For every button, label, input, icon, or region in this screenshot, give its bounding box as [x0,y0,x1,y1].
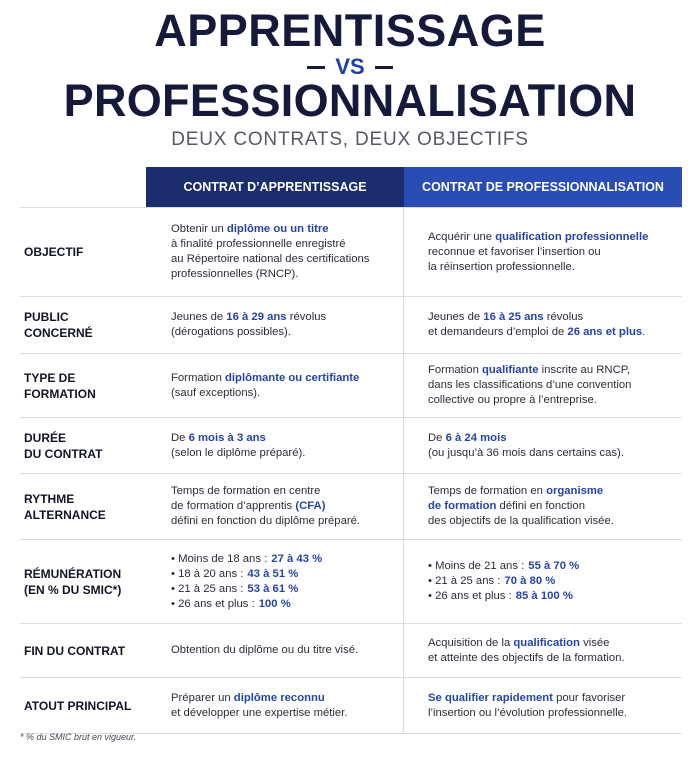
list-key: • 26 ans et plus : [171,597,255,610]
cell-apprentissage [146,354,404,417]
vs-label: VS [335,54,365,79]
title-apprentissage: APPRENTISSAGE [154,5,546,56]
text: défini en fonction [496,500,585,512]
header-spacer [20,167,146,207]
row-label-text: ALTERNANCE [24,507,106,522]
text: Jeunes de [428,311,484,323]
cell-line: l’insertion ou l’évolution professionnelle. [428,706,628,719]
cell-line [428,499,676,514]
row-label-text: PUBLIC [24,310,69,324]
highlight-text: de formation [428,500,497,512]
vs-line-left [307,66,325,69]
text: Acquisition de la [428,636,514,649]
cell-apprentissage [146,474,404,539]
list-key: • 18 à 20 ans : [171,567,244,580]
highlight-text: Se qualifier rapidement [428,691,553,704]
row-label-text: DU CONTRAT [24,446,103,461]
row-label [20,678,146,733]
cell-line [428,636,676,651]
list-key: • Moins de 21 ans : [428,560,525,572]
list-key: • 21 à 25 ans : [171,582,244,595]
table-header [20,167,682,207]
highlight-text: diplôme reconnu [233,691,325,704]
text: Temps de formation en [428,485,547,497]
cell-apprentissage [146,624,404,677]
highlight-text: diplôme ou un titre [226,223,329,235]
text: Préparer un [171,691,234,704]
comparison-table [20,167,682,734]
cell-line: la réinsertion professionnelle. [428,260,575,273]
cell-apprentissage [146,208,404,296]
highlight-text: 26 ans et plus [567,326,643,338]
cell-line: à finalité professionnelle enregistré [171,238,346,250]
row-label-text: CONCERNÉ [24,326,93,340]
cell-professionnalisation [404,474,682,539]
row-label [20,624,146,677]
cell-line [428,325,676,340]
row-label-text: DURÉE [24,430,67,445]
cell-professionnalisation [404,540,682,623]
cell-line: Temps de formation en centre [171,485,321,497]
cell-line: collective ou propre à l’entreprise. [428,394,597,406]
table-row-objectif [20,207,682,297]
table-row-rythme [20,474,682,540]
cell-line: (ou jusqu’à 36 mois dans certains cas). [428,446,624,459]
list-value: 55 à 70 % [528,560,580,572]
text: De [171,431,189,444]
row-label [20,418,146,473]
row-label [20,474,146,539]
text: de formation d’apprentis [171,500,296,512]
table-row-type-formation [20,354,682,418]
cell-line: au Répertoire national des certifications [171,253,370,265]
highlight-text: 16 à 25 ans [483,311,544,323]
row-label-text: FIN DU CONTRAT [24,643,126,658]
highlight-text: qualification [513,636,580,649]
table-row-duree [20,418,682,474]
cell-line [171,499,397,514]
text: et demandeurs d’emploi de [428,326,568,338]
subtitle: DEUX CONTRATS, DEUX OBJECTIFS [171,129,529,150]
row-label [20,540,146,623]
row-label-text: RÉMUNÉRATION [24,566,122,581]
list-item [428,559,676,574]
list-value: 53 à 61 % [247,582,299,595]
cell-professionnalisation [404,624,682,677]
cell-line: (dérogations possibles). [171,326,291,338]
highlight-text: qualification professionnelle [495,230,649,243]
cell-line [428,363,676,378]
text: De [428,431,446,444]
title-professionnalisation: PROFESSIONNALISATION [63,75,637,126]
row-label [20,208,146,296]
table-row-public [20,297,682,354]
list-item [428,574,676,589]
cell-line: dans les classifications d’une convention [428,379,632,391]
cell-line: Obtention du diplôme ou du titre visé. [171,644,359,656]
highlight-text: 6 mois à 3 ans [188,431,266,444]
cell-line [171,310,397,325]
cell-apprentissage [146,678,404,733]
list-item [171,552,397,567]
vs-line-right [375,66,393,69]
cell-line: professionnelles (RNCP). [171,268,299,280]
table-row-atout [20,678,682,734]
highlight-text: diplômante ou certifiante [225,371,360,384]
list-item [171,582,397,597]
list-value: 70 à 80 % [504,575,556,587]
text: . [642,326,646,338]
row-label [20,297,146,353]
text: pour favoriser [552,691,626,704]
cell-apprentissage [146,297,404,353]
text: visée [579,636,610,649]
list-key: • 21 à 25 ans : [428,575,501,587]
list-value: 85 à 100 % [515,590,573,602]
text: Jeunes de [171,311,227,323]
cell-line: défini en fonction du diplôme préparé. [171,515,361,527]
row-label-text: ATOUT PRINCIPAL [24,698,132,713]
cell-apprentissage [146,418,404,473]
cell-line [428,230,676,245]
row-label-text: RYTHME [24,491,75,506]
text: Acquérir une [428,230,496,243]
cell-line: et développer une expertise métier. [171,706,348,719]
highlight-text: organisme [546,485,604,497]
highlight-text: 16 à 29 ans [226,311,287,323]
row-label [20,354,146,417]
cell-line: (selon le diplôme préparé). [171,446,306,459]
text: Obtenir un [171,223,227,235]
text: Formation [428,364,482,376]
cell-line: reconnue et favoriser l’insertion ou [428,245,601,258]
cell-line: et atteinte des objectifs de la formation. [428,651,625,664]
footnote: * % du SMIC brut en vigueur. [20,732,137,742]
table-row-fin-contrat [20,624,682,678]
cell-line [171,222,397,237]
cell-professionnalisation [404,678,682,733]
list-value: 43 à 51 % [247,567,299,580]
highlight-text: qualifiante [482,364,539,376]
cell-line [428,691,676,706]
list-key: • 26 ans et plus : [428,590,512,602]
list-item [428,589,676,604]
cell-line [171,431,397,446]
list-item [171,597,397,612]
cell-professionnalisation [404,354,682,417]
cell-line [428,310,676,325]
cell-line [171,371,397,386]
text: révolus [543,311,584,323]
text: inscrite au RNCP, [538,364,630,376]
cell-apprentissage [146,540,404,623]
list-value: 100 % [258,597,291,610]
text: révolus [286,311,327,323]
cell-line: des objectifs de la qualification visée. [428,515,614,527]
highlight-text: 6 à 24 mois [445,431,507,444]
cell-line: (sauf exceptions). [171,386,261,399]
cell-line [428,431,676,446]
row-label-text: TYPE DE [24,370,76,385]
table-row-remuneration [20,540,682,624]
row-label-text: OBJECTIF [24,245,84,259]
column-header-apprentissage: CONTRAT D’APPRENTISSAGE [146,167,404,207]
cell-professionnalisation [404,208,682,296]
text: Formation [171,371,225,384]
row-label-text: FORMATION [24,386,96,401]
cell-professionnalisation [404,297,682,353]
cell-line [171,691,397,706]
highlight-text: (CFA) [295,500,326,512]
row-label-text: (EN % DU SMIC*) [24,582,122,597]
list-value: 27 à 43 % [271,552,323,565]
cell-line [428,484,676,499]
list-item [171,567,397,582]
cell-professionnalisation [404,418,682,473]
column-header-professionnalisation: CONTRAT DE PROFESSIONNALISATION [404,167,682,207]
list-key: • Moins de 18 ans : [171,552,268,565]
